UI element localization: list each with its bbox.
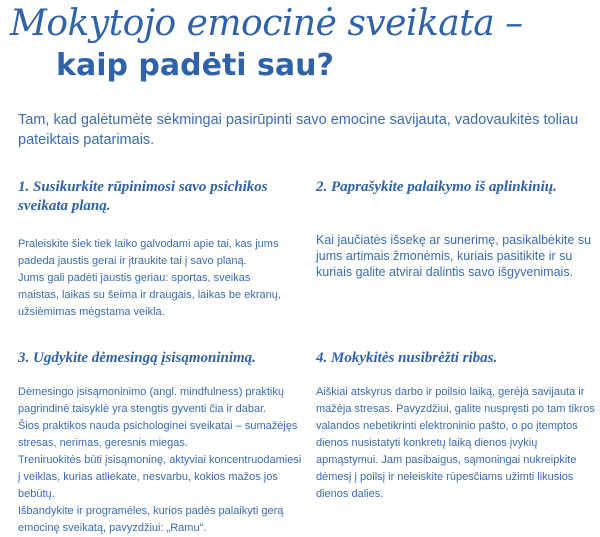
section-3-title: 3. Ugdykite dėmesingą įsisąmoninimą.	[18, 350, 256, 366]
section-2-title: 2. Paprašykite palaikymo iš aplinkinių.	[316, 179, 557, 195]
section-1-title: 1. Susikurkite rūpinimosi savo psichikos sveikata planą.	[18, 179, 268, 214]
page-title-line-1: Mokytojo emocinė sveikata –	[10, 3, 523, 44]
intro-paragraph: Tam, kad galėtumėte sėkmingai pasirūpinti savo emocine savijauta, vadovaukitės toliau pateiktais patarimais.	[18, 112, 579, 148]
section-2-body: Kai jaučiatės išsekę ar sunerimę, pasikalbėkite su jums artimais žmonėmis, kuriais pasitikite ir su kuriais galite atvirai dalintis savo išgyvenimais.	[316, 233, 592, 279]
section-4-title: 4. Mokykitės nusibrėžti ribas.	[316, 350, 498, 366]
section-1-body: Praleiskite šiek tiek laiko galvodami apie tai, kas jums padeda jaustis gerai ir įtraukite tai į savo planą. Jums gali padėti jaustis geriau: sportas, sveikas maistas, laikas su šeima ir draugais, laikas be ekranų, užsiėmimas mėgstama veikla.	[18, 238, 281, 318]
page-title-line-2: kaip padėti sau?	[56, 48, 334, 83]
section-3-body: Dėmesingo įsisąmoninimo (angl. mindfulness) praktikų pagrindinė taisyklė yra stengtis gyventi čia ir dabar. Šios praktikos nauda psichologinei sveikatai – sumažėjęs stresas, nerimas, geresnis miegas. Treniruokitės būti įsisąmoninę, aktyviai koncentruodamiesi į veiklas, kurias atliekate, nesvarbu, kokios mažos jos bebūtų. Išbandykite ir programėles, kurios padės palaikyti gerą emocinę sveikatą, pavyzdžiui: „Ramu“.	[18, 386, 302, 534]
section-4-body: Aiškiai atskyrus darbo ir poilsio laiką, gerėja savijauta ir mažėja stresas. Pavyzdžiui, galite nuspręsti po tam tikros valandos nebetikrinti elektroninio pašto, o po įtemptos dienos nusistatyti konkretų laiką dienos įvykių apmąstymui. Jam pasibaigus, sąmoningai nukreipkite dėmesį į poilsį ir neleiskite rūpesčiams užimti likusios dienos dalies.	[316, 386, 595, 500]
